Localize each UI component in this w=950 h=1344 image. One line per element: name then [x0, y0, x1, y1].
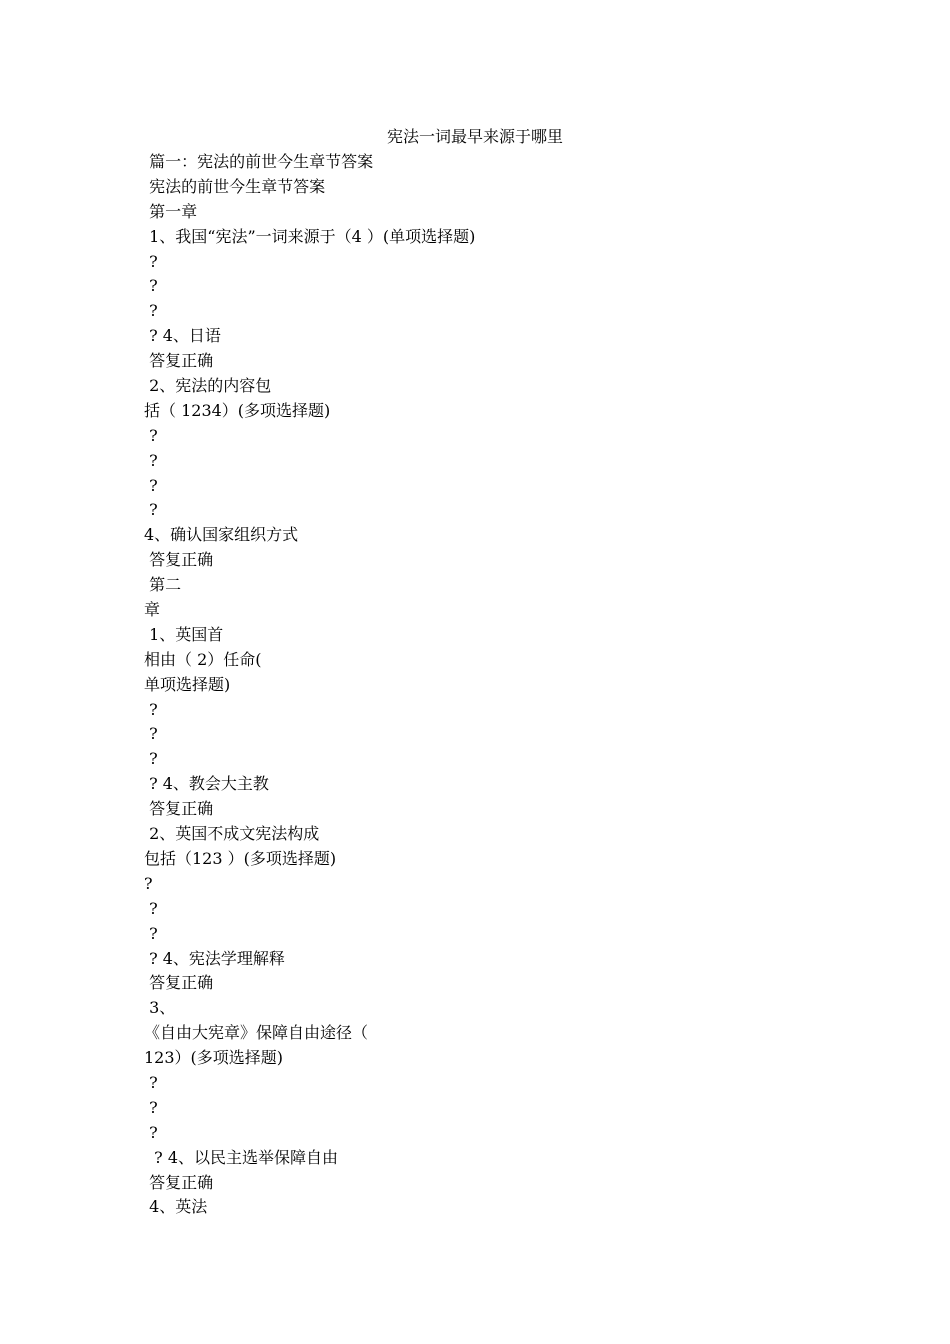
document-line: 单项选择题): [144, 674, 231, 694]
document-line: 123）(多项选择题): [144, 1048, 284, 1068]
document-line: ?: [144, 425, 158, 445]
document-line: 答复正确: [144, 1172, 214, 1192]
document-line: ?: [144, 699, 158, 719]
document-line: 答复正确: [144, 351, 214, 371]
document-line: ? 4、日语: [144, 326, 221, 346]
document-line: 相由（ 2）任命(: [144, 649, 262, 669]
document-line: 1、英国首: [144, 624, 224, 644]
document-line: 2、英国不成文宪法构成: [144, 824, 320, 844]
document-line: 括（ 1234）(多项选择题): [144, 400, 331, 420]
document-title: 宪法一词最早来源于哪里: [386, 127, 563, 146]
document-line: ? 4、教会大主教: [144, 774, 269, 794]
document-line: ? 4、以民主选举保障自由: [144, 1147, 339, 1167]
document-line: ?: [144, 450, 158, 470]
document-line: 4、确认国家组织方式: [144, 525, 299, 545]
document-line: 2、宪法的内容包: [144, 376, 272, 396]
document-line: ?: [144, 873, 153, 893]
document-line: 答复正确: [144, 799, 214, 819]
document-line: ?: [144, 898, 158, 918]
document-line: 章: [144, 600, 161, 620]
document-line: ?: [144, 1072, 158, 1092]
document-line: 第一章: [144, 201, 198, 221]
document-line: ?: [144, 251, 158, 271]
document-line: ?: [144, 301, 158, 321]
document-line: ?: [144, 500, 158, 520]
document-line: ?: [144, 475, 158, 495]
document-line: ?: [144, 724, 158, 744]
document-line: 第二: [144, 575, 182, 595]
document-line: 包括（123 ）(多项选择题): [144, 848, 337, 868]
document-line: ?: [144, 1097, 158, 1117]
document-line: 答复正确: [144, 973, 214, 993]
document-line: ?: [144, 749, 158, 769]
document-line: 答复正确: [144, 550, 214, 570]
document-line: 3、: [144, 998, 176, 1018]
document-line: ? 4、宪法学理解释: [144, 948, 285, 968]
document-line: ?: [144, 923, 158, 943]
document-body: [144, 150, 764, 1220]
document-line: ?: [144, 276, 158, 296]
document-line: 4、英法: [144, 1197, 208, 1217]
document-line: 宪法的前世今生章节答案: [144, 176, 326, 196]
document-line: 《自由大宪章》保障自由途径（: [144, 1023, 369, 1043]
document-line: ?: [144, 1122, 158, 1142]
document-line: 篇一：宪法的前世今生章节答案: [144, 152, 374, 171]
document-line: 1、我国“宪法”一词来源于（4 ）(单项选择题): [144, 226, 476, 246]
